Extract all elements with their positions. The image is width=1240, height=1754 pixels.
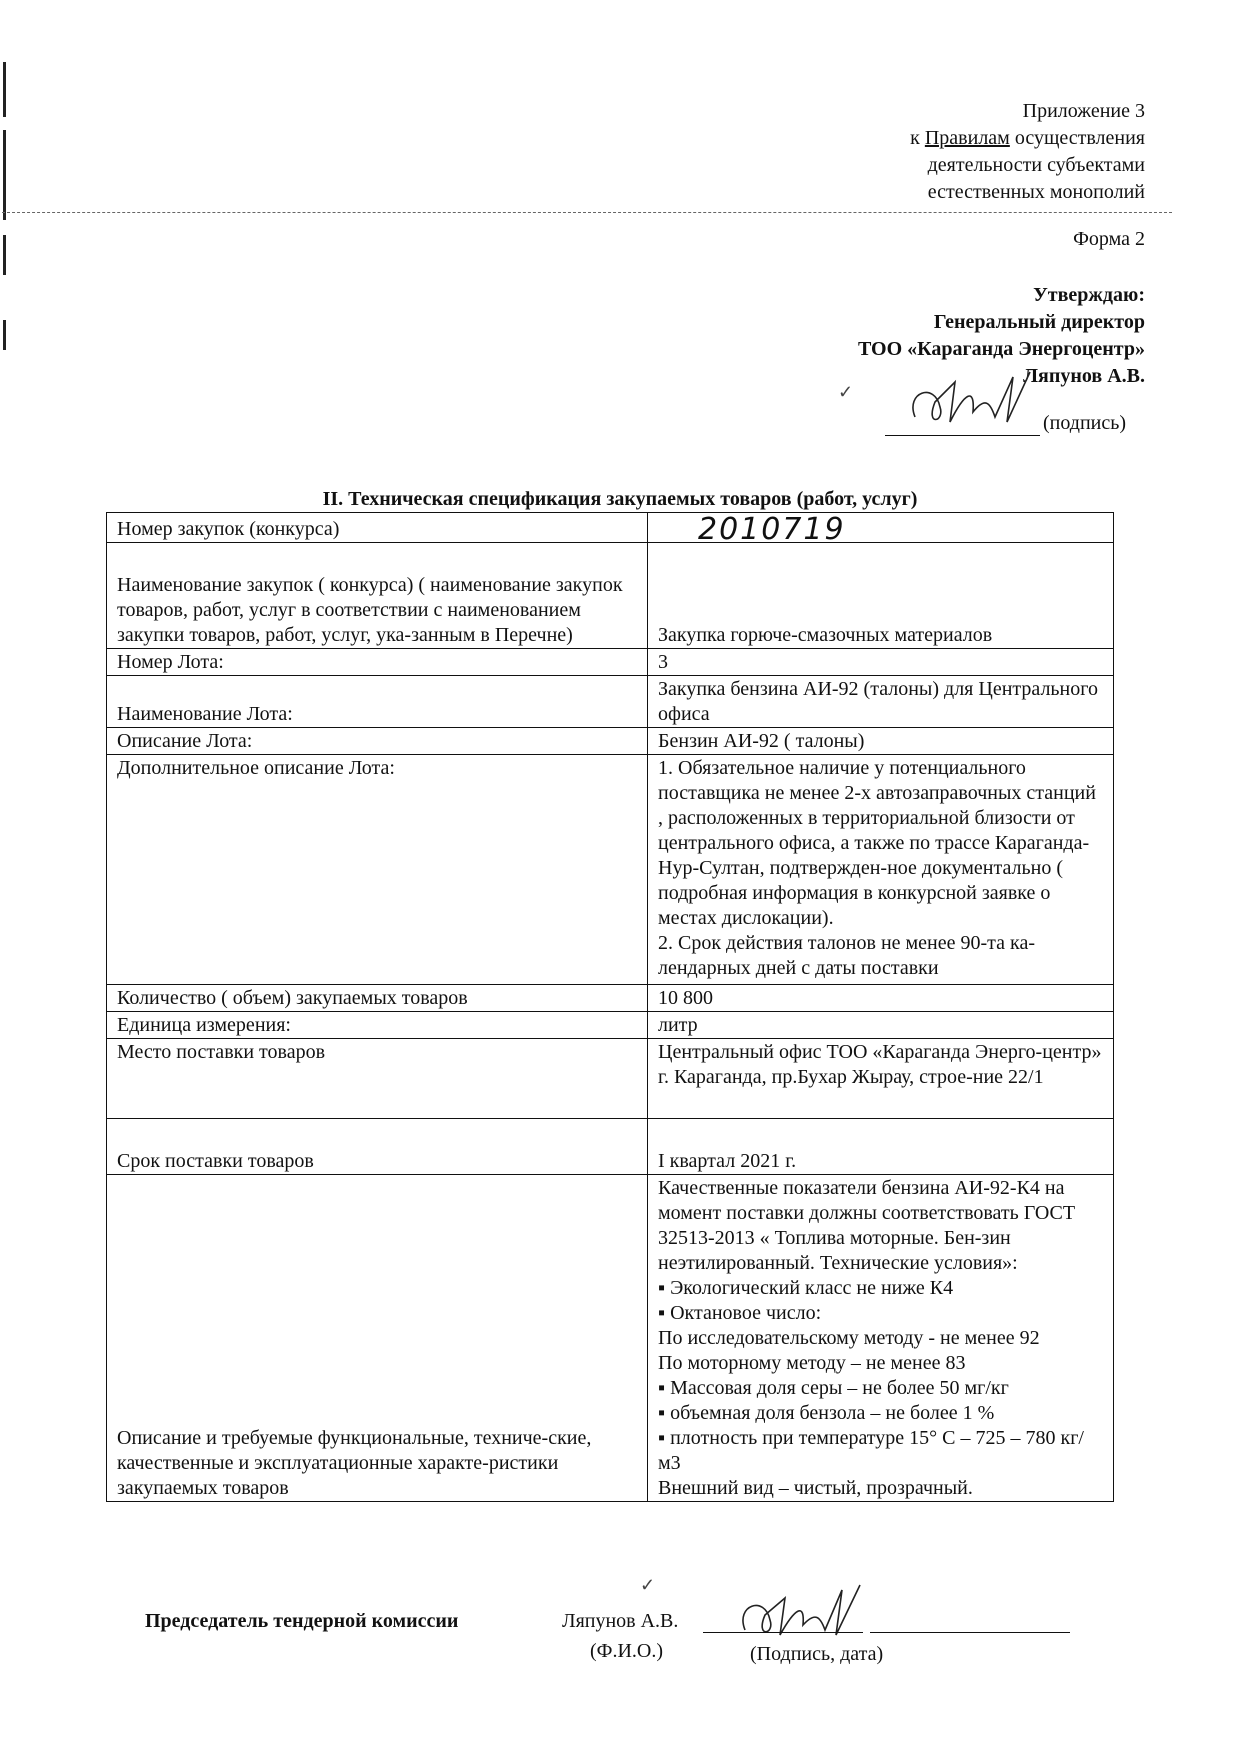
row-label: Количество ( объем) закупаемых товаров [107, 985, 648, 1012]
scan-edge-mark [3, 235, 6, 275]
scan-edge-mark [3, 130, 6, 220]
row-label: Номер закупок (конкурса) [107, 513, 648, 543]
row-value: Центральный офис ТОО «Караганда Энерго-центр» г. Караганда, пр.Бухар Жырау, строе-ние 22/1 [648, 1039, 1114, 1119]
value-line: 1. Обязательное наличие у потенциального поставщика не менее 2-х автозаправочных станций , расположенных в территориальной близости от центрального офиса, а также по трассе Караганда-Нур-Султан, подтвержден-ное документально ( подробная информация в конкурсной заявке о местах дислокации). [658, 757, 1096, 929]
value-line: ▪ Массовая доля серы – не более 50 мг/кг [658, 1377, 1009, 1399]
row-value [648, 1175, 1114, 1502]
approve-position: Генеральный директор [933, 311, 1145, 333]
table-row [107, 1012, 1114, 1039]
row-value: 3 [648, 649, 1114, 676]
row-label: Единица измерения: [107, 1012, 648, 1039]
signature-line [703, 1632, 863, 1633]
row-value: литр [648, 1012, 1114, 1039]
approve-name: Ляпунов А.В. [1023, 365, 1145, 387]
fio-caption: (Ф.И.О.) [590, 1640, 664, 1662]
chair-label: Председатель тендерной комиссии [145, 1610, 459, 1632]
value-line: ▪ плотность при температуре 15° С – 725 – 780 кг/м3 [658, 1427, 1084, 1474]
appendix-line: к Правилам осуществления [910, 127, 1145, 149]
table-row [107, 755, 1114, 985]
value-line: Качественные показатели бензина АИ-92-К4 на момент поставки должны соответствовать ГОСТ 32513-2013 « Топлива моторные. Бен-зин неэтилированный. Технические условия»: [658, 1177, 1076, 1274]
value-line: По исследовательскому методу - не менее 92 [658, 1327, 1040, 1349]
spec-title: II. Техническая спецификация закупаемых товаров (работ, услуг) [322, 488, 918, 510]
check-mark-icon: ✓ [838, 382, 854, 402]
scan-edge-mark [3, 320, 6, 350]
signature-image [730, 1580, 890, 1650]
form-number: Форма 2 [1073, 228, 1145, 250]
table-row [107, 985, 1114, 1012]
purchase-number-handwritten: 2010719 [648, 513, 1114, 543]
value-line: ▪ объемная доля бензола – не более 1 % [658, 1402, 995, 1424]
value-line: Внешний вид – чистый, прозрачный. [658, 1477, 973, 1499]
row-label: Дополнительное описание Лота: [107, 755, 648, 985]
signature-caption: (подпись) [1043, 412, 1127, 434]
value-line: ▪ Октановое число: [658, 1302, 822, 1324]
chair-name: Ляпунов А.В. [562, 1610, 679, 1632]
table-row [107, 1175, 1114, 1502]
value-line: По моторному методу – не менее 83 [658, 1352, 966, 1374]
rules-link[interactable]: Правилам [924, 127, 1010, 149]
table-row [107, 1119, 1114, 1175]
row-value: Бензин АИ-92 ( талоны) [648, 728, 1114, 755]
row-label: Наименование закупок ( конкурса) ( наименование закупок товаров, работ, услуг в соответствии с наименованием закупки товаров, работ, услуг, ука-занным в Перечне) [107, 543, 648, 649]
sign-date-caption: (Подпись, дата) [750, 1643, 884, 1665]
row-label: Место поставки товаров [107, 1039, 648, 1119]
row-label: Срок поставки товаров [107, 1119, 648, 1175]
spec-table [106, 512, 1114, 1502]
table-row [107, 728, 1114, 755]
table-row [107, 1039, 1114, 1119]
row-label: Номер Лота: [107, 649, 648, 676]
scan-edge-mark [3, 62, 6, 117]
approve-company: ТОО «Караганда Энергоцентр» [857, 338, 1145, 360]
row-value: I квартал 2021 г. [648, 1119, 1114, 1175]
check-mark-icon: ✓ [640, 1575, 656, 1595]
row-label: Наименование Лота: [107, 676, 648, 728]
table-row [107, 676, 1114, 728]
row-value: 10 800 [648, 985, 1114, 1012]
appendix-reference [910, 98, 1145, 206]
row-value [648, 755, 1114, 985]
appendix-line: Приложение 3 [1022, 100, 1145, 122]
value-line: ▪ Экологический класс не ниже К4 [658, 1277, 954, 1299]
table-row [107, 543, 1114, 649]
approve-title: Утверждаю: [1033, 284, 1145, 306]
row-value: Закупка горюче-смазочных материалов [648, 543, 1114, 649]
appendix-line: деятельности субъектами [927, 154, 1145, 176]
value-line: 2. Срок действия талонов не менее 90-та ка-лендарных дней с даты поставки [658, 932, 1035, 979]
appendix-line: естественных монополий [927, 181, 1145, 203]
table-row [107, 513, 1114, 543]
scan-dashed-line [2, 212, 1172, 213]
date-line [870, 1632, 1070, 1633]
table-row [107, 649, 1114, 676]
approve-signature-line [885, 415, 1040, 436]
row-label: Описание Лота: [107, 728, 648, 755]
row-label: Описание и требуемые функциональные, техниче-ские, качественные и эксплуатационные характе-ристики закупаемых товаров [107, 1175, 648, 1502]
row-value: Закупка бензина АИ-92 (талоны) для Центрального офиса [648, 676, 1114, 728]
